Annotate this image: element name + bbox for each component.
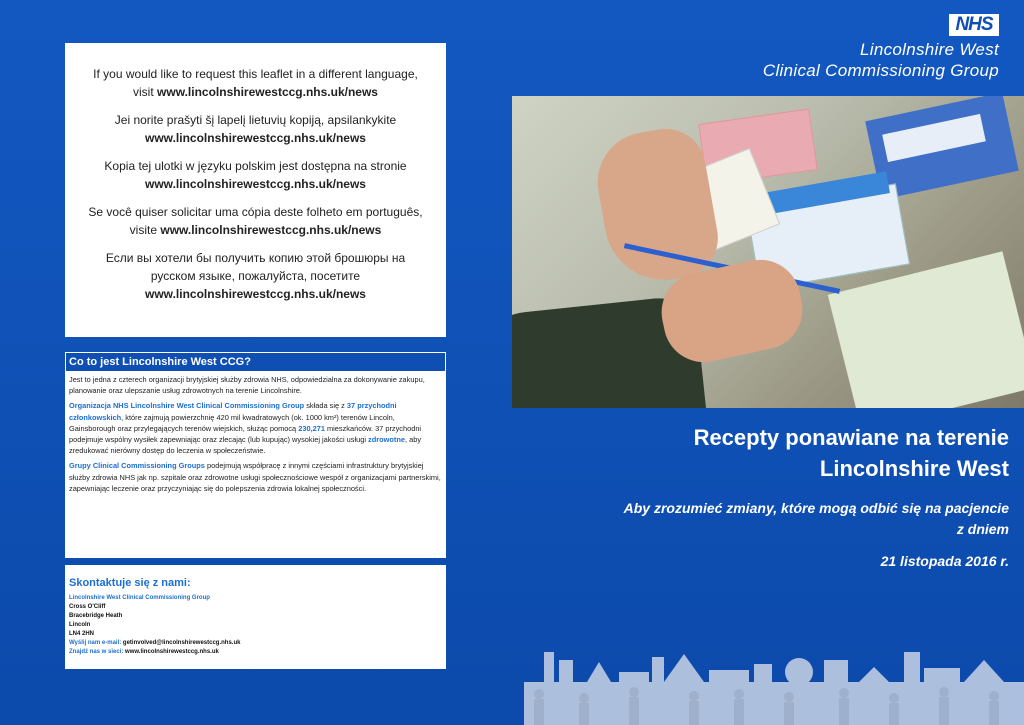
contact-web-row <box>69 648 442 657</box>
lang-polish <box>65 157 446 193</box>
contact-email-row <box>69 639 442 648</box>
highlight-number: 230,271 <box>298 423 325 433</box>
highlight-text: zdrowotne <box>368 435 405 445</box>
highlight-text: 37 przychodni członkowskich <box>69 401 397 422</box>
contact-org: Lincolnshire West Clinical Commissioning Group <box>69 595 210 601</box>
body-text: składa się z <box>304 401 347 411</box>
prescription-sheet <box>828 251 1024 408</box>
lang-link[interactable]: www.lincolnshirewestccg.nhs.uk/news <box>145 131 366 145</box>
contact-address-3: Lincoln <box>69 622 91 628</box>
prescription-photo <box>512 96 1024 408</box>
contact-title: Skontaktuje się z nami: <box>69 577 191 589</box>
about-title: Co to jest Lincolnshire West CCG? <box>65 352 446 372</box>
lang-visit: visit <box>133 85 154 99</box>
body-text: mieszkańców. 37 przychodni podejmuje wspólny wysiłek zapewniając oraz zlecając (lub kupując) wysokiej jakości usługi <box>69 423 422 445</box>
title-line-1: Recepty ponawiane na terenie <box>693 425 1009 450</box>
body-text: , które zajmują powierzchnię 420 mil kwadratowych (ok. 1000 km²) terenów Lincoln, Gainsborough oraz przylegających terenów wiejskich, służąc pomocą <box>69 412 395 433</box>
lang-visit: visite <box>129 223 158 237</box>
web-label: Znajdź nas w sieci: <box>69 649 124 655</box>
contact-address-2: Bracebridge Heath <box>69 613 123 619</box>
org-name-line2: Clinical Commissioning Group <box>762 61 999 80</box>
leaflet-title <box>589 422 1009 484</box>
body-text: , aby zredukować nierówny dostęp do leczenia w społeczeństwie. <box>69 435 422 456</box>
highlight-text: Grupy Clinical Commissioning Groups <box>69 461 205 471</box>
about-paragraph-2 <box>69 400 442 456</box>
about-paragraph-1: Jest to jedna z czterech organizacji brytyjskiej służby zdrowia NHS, odpowiedzialna za dokonywanie zakupu, planowanie oraz ulepszanie usług zdrowotnych na terenie Lincolnshire. <box>69 375 425 396</box>
email-label: Wyślij nam e-mail: <box>69 640 122 646</box>
body-text: podejmują współpracę z innymi częściami infrastruktury brytyjskiej służby zdrowia NHS jak np. szpitale oraz zdrowotne usługi społecznościowe wespół z organizacjami partnerskimi, zapewniając leczenie oraz przyczyniając się do polepszenia zdrowia lokalnej społeczności. <box>69 461 441 493</box>
web-link[interactable]: www.lincolnshirewestccg.nhs.uk <box>125 649 219 655</box>
lang-text: If you would like to request this leaflet in a different language, <box>93 67 418 81</box>
about-section <box>65 352 446 558</box>
lang-russian <box>65 249 446 303</box>
contact-address-1: Cross O'Cliff <box>69 604 106 610</box>
about-body <box>65 372 446 500</box>
subtitle-line-2: z dniem <box>956 521 1009 537</box>
lang-text: Если вы хотели бы получить копию этой брошюры на <box>105 251 406 265</box>
org-name-line1: Lincolnshire West <box>860 40 999 59</box>
lang-text: Kopia tej ulotki w języku polskim jest dostępna na stronie <box>104 159 407 173</box>
highlight-text: Organizacja NHS Lincolnshire West Clinical Commissioning Group <box>69 401 305 411</box>
leaflet-subtitle <box>589 498 1009 540</box>
about-paragraph-3 <box>69 460 442 494</box>
lang-link[interactable]: www.lincolnshirewestccg.nhs.uk/news <box>145 177 366 191</box>
lang-link[interactable]: www.lincolnshirewestccg.nhs.uk/news <box>157 85 378 99</box>
email-link[interactable]: getinvolved@lincolnshirewestccg.nhs.uk <box>122 640 241 646</box>
title-line-2: Lincolnshire West <box>819 456 1009 481</box>
lang-portuguese <box>65 203 446 239</box>
contact-section <box>65 565 446 669</box>
nhs-logo: NHS <box>949 14 999 36</box>
contact-postcode: LN4 2HN <box>69 631 95 637</box>
lang-text: русском языке, пожалуйста, посетите <box>150 269 361 283</box>
lang-english <box>65 65 446 101</box>
language-request-box <box>65 43 446 337</box>
lang-text: Se você quiser solicitar uma cópia deste folheto em português, <box>88 205 423 219</box>
lang-link[interactable]: www.lincolnshirewestccg.nhs.uk/news <box>160 223 382 237</box>
leaflet-date: 21 listopada 2016 r. <box>880 553 1009 569</box>
lang-link[interactable]: www.lincolnshirewestccg.nhs.uk/news <box>145 287 366 301</box>
lincoln-skyline-illustration <box>524 642 1024 725</box>
lang-text: Jei norite prašyti šį lapelį lietuvių kopiją, apsilankykite <box>114 113 397 127</box>
lang-lithuanian <box>65 111 446 147</box>
subtitle-line-1: Aby zrozumieć zmiany, które mogą odbić się na pacjencie <box>623 500 1009 516</box>
